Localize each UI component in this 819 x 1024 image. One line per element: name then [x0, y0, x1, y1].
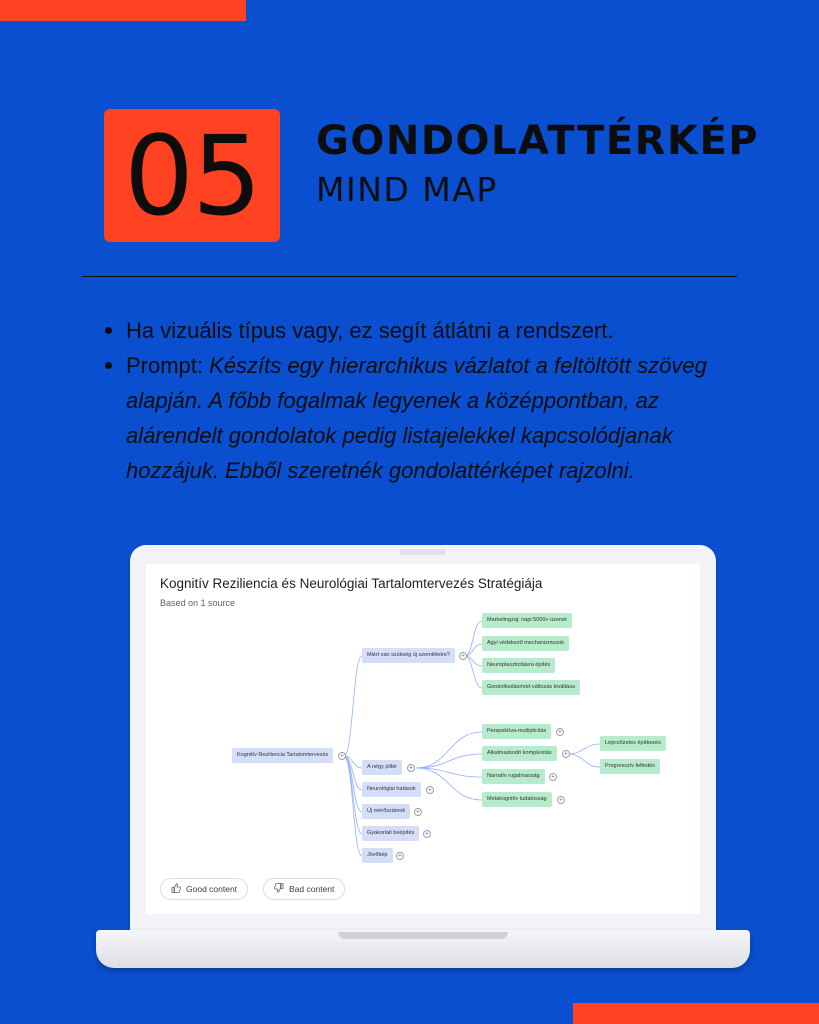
good-content-label: Good content [186, 884, 238, 894]
mindmap-leaf-node[interactable]: Neuroplaszticitásra építés [482, 658, 555, 673]
bad-content-label: Bad content [289, 884, 335, 894]
camera-notch [400, 549, 446, 555]
mindmap-leaf-node[interactable]: Marketingzaj: napi 5000+ üzenet [482, 613, 572, 628]
mindmap-branch-node[interactable]: Új mérőszámok [362, 804, 410, 819]
bad-content-button[interactable] [263, 878, 345, 900]
bullet-item [104, 348, 744, 488]
mindmap-leaf-node[interactable]: Perspektíva-multiplicitás [482, 724, 551, 739]
expand-icon[interactable]: + [557, 729, 563, 735]
top-accent-bar [0, 0, 246, 21]
mindmap-leaf-node[interactable]: Narratív rugalmasság [482, 769, 545, 784]
bottom-accent-bar [573, 1003, 819, 1024]
expand-icon[interactable]: + [397, 853, 403, 859]
expand-icon[interactable]: + [339, 753, 345, 759]
mindmap-branch-node[interactable]: Neurológiai hatások [362, 782, 421, 797]
expand-icon[interactable]: + [558, 797, 564, 803]
expand-icon[interactable]: + [408, 765, 414, 771]
mindmap-branch-node[interactable]: Miért van szükség új szemléletre? [362, 648, 455, 663]
mindmap-branch-node[interactable]: Gyakorlati beépítés [362, 826, 419, 841]
slide-subtitle: MIND MAP [316, 170, 498, 209]
expand-icon[interactable]: + [415, 809, 421, 815]
mindmap-leaf-node[interactable]: Gondolkodásmód-változás kiváltása [482, 680, 580, 695]
mindmap-leaf-node[interactable]: Agyi védekező mechanizmusok [482, 636, 569, 651]
expand-icon[interactable]: + [427, 787, 433, 793]
mindmap-leaf-node[interactable]: Alkalmazkodó komplexitás [482, 746, 557, 761]
bullet-item: Ha vizuális típus vagy, ez segít átlátni a rendszert. [104, 313, 744, 348]
step-number: 05 [124, 111, 260, 240]
laptop-base [96, 930, 750, 968]
expand-icon[interactable]: + [460, 653, 466, 659]
prompt-label: Prompt: [126, 353, 210, 378]
expand-icon[interactable]: + [424, 831, 430, 837]
expand-icon[interactable]: + [550, 774, 556, 780]
prompt-text: Készíts egy hierarchikus vázlatot a feltöltött szöveg alapján. A főbb fogalmak legyenek a középpontban, az alárendelt gondolatok pedig listajelekkel kapcsolódjanak hozzájuk. Ebből szeretnék gondolattérképet rajzolni. [126, 353, 707, 483]
mindmap-leaf-node[interactable]: Progresszív felfedés [600, 759, 660, 774]
divider [82, 276, 737, 277]
mindmap-title: Kognitív Reziliencia és Neurológiai Tartalomtervezés Stratégiája [160, 576, 543, 591]
source-note: Based on 1 source [160, 598, 236, 608]
laptop-groove [338, 932, 508, 939]
bullet-list [104, 313, 744, 488]
step-number-badge [104, 109, 280, 242]
slide-title: GONDOLATTÉRKÉP [316, 118, 760, 164]
mindmap-root-node[interactable]: Kognitív Reziliencia Tartalomtervezés [232, 748, 333, 763]
mindmap-branch-node[interactable]: A négy pillér [362, 760, 402, 775]
laptop-screen [146, 564, 700, 914]
good-content-button[interactable] [160, 878, 248, 900]
mindmap-leaf-node[interactable]: Metakognitív tudatosság [482, 792, 552, 807]
thumbs-up-icon [171, 883, 181, 895]
mindmap-branch-node[interactable]: Jövőkép [362, 848, 393, 863]
collapse-icon[interactable]: + [563, 751, 569, 757]
thumbs-down-icon [274, 883, 284, 895]
mindmap-leaf-node[interactable]: Lépcsőzetes építkezés [600, 736, 666, 751]
